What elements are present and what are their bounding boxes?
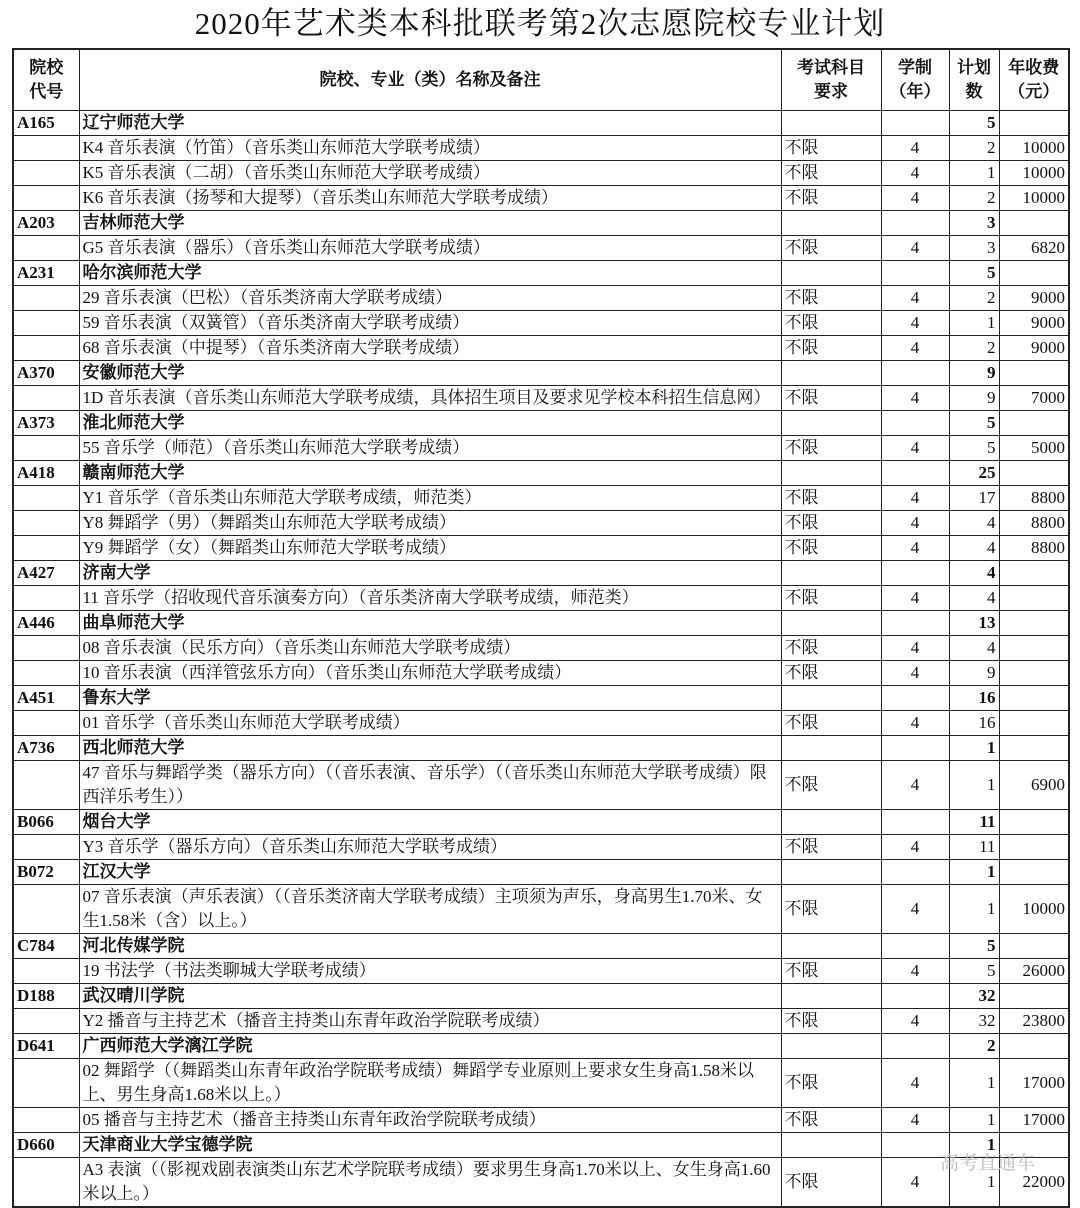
cell-years: 4 (881, 1158, 949, 1208)
major-row (13, 711, 1069, 736)
cell-plan: 1 (949, 736, 999, 761)
cell-code: B066 (13, 810, 79, 835)
cell-name: Y2 播音与主持艺术（播音主持类山东青年政治学院联考成绩） (79, 1009, 781, 1034)
major-row (13, 835, 1069, 860)
cell-fee: 10000 (999, 186, 1069, 211)
cell-code (13, 959, 79, 984)
cell-code (13, 1108, 79, 1133)
cell-name: Y8 舞蹈学（男）（舞蹈类山东师范大学联考成绩） (79, 511, 781, 536)
major-row (13, 486, 1069, 511)
cell-years (881, 686, 949, 711)
cell-fee: 9000 (999, 286, 1069, 311)
cell-plan: 9 (949, 661, 999, 686)
cell-subject: 不限 (781, 711, 881, 736)
cell-years (881, 411, 949, 436)
header-fee: 年收费（元） (999, 49, 1069, 111)
major-row (13, 311, 1069, 336)
school-row (13, 984, 1069, 1009)
cell-fee: 10000 (999, 136, 1069, 161)
cell-subject (781, 736, 881, 761)
major-row (13, 1108, 1069, 1133)
cell-code: A418 (13, 461, 79, 486)
cell-code (13, 136, 79, 161)
cell-subject: 不限 (781, 511, 881, 536)
cell-fee: 8800 (999, 486, 1069, 511)
cell-fee (999, 1034, 1069, 1059)
cell-plan: 25 (949, 461, 999, 486)
cell-plan: 1 (949, 161, 999, 186)
header-years: 学制（年） (881, 49, 949, 111)
cell-fee: 9000 (999, 336, 1069, 361)
cell-plan: 17 (949, 486, 999, 511)
cell-fee (999, 984, 1069, 1009)
cell-name: Y9 舞蹈学（女）（舞蹈类山东师范大学联考成绩） (79, 536, 781, 561)
cell-code (13, 636, 79, 661)
cell-plan: 1 (949, 1059, 999, 1108)
major-row (13, 536, 1069, 561)
cell-name: A3 表演（（影视戏剧表演类山东艺术学院联考成绩）要求男生身高1.70米以上、女生身高1.60米以上。） (79, 1158, 781, 1208)
cell-name: 西北师范大学 (79, 736, 781, 761)
cell-years: 4 (881, 885, 949, 934)
cell-code: A231 (13, 261, 79, 286)
school-row (13, 211, 1069, 236)
cell-years: 4 (881, 511, 949, 536)
cell-name: Y3 音乐学（器乐方向）（音乐类山东师范大学联考成绩） (79, 835, 781, 860)
cell-name: 68 音乐表演（中提琴）（音乐类济南大学联考成绩） (79, 336, 781, 361)
cell-fee (999, 860, 1069, 885)
cell-name: 安徽师范大学 (79, 361, 781, 386)
cell-years: 4 (881, 661, 949, 686)
cell-subject: 不限 (781, 661, 881, 686)
cell-years: 4 (881, 161, 949, 186)
major-row (13, 661, 1069, 686)
cell-years (881, 561, 949, 586)
major-row (13, 636, 1069, 661)
cell-name: K6 音乐表演（扬琴和大提琴）（音乐类山东师范大学联考成绩） (79, 186, 781, 211)
header-code: 院校代号 (13, 49, 79, 111)
school-row (13, 736, 1069, 761)
cell-fee (999, 561, 1069, 586)
school-row (13, 860, 1069, 885)
cell-code (13, 286, 79, 311)
cell-years: 4 (881, 586, 949, 611)
cell-subject: 不限 (781, 761, 881, 810)
cell-subject: 不限 (781, 386, 881, 411)
school-row (13, 611, 1069, 636)
major-row (13, 586, 1069, 611)
cell-years (881, 1034, 949, 1059)
major-row (13, 436, 1069, 461)
cell-code (13, 511, 79, 536)
cell-years: 4 (881, 1009, 949, 1034)
cell-subject: 不限 (781, 486, 881, 511)
cell-subject (781, 411, 881, 436)
cell-fee: 17000 (999, 1059, 1069, 1108)
cell-fee: 10000 (999, 161, 1069, 186)
cell-subject (781, 934, 881, 959)
cell-subject (781, 810, 881, 835)
cell-plan: 2 (949, 186, 999, 211)
cell-subject: 不限 (781, 835, 881, 860)
cell-name: Y1 音乐学（音乐类山东师范大学联考成绩，师范类） (79, 486, 781, 511)
cell-code: A427 (13, 561, 79, 586)
cell-fee (999, 661, 1069, 686)
cell-plan: 1 (949, 860, 999, 885)
major-row (13, 236, 1069, 261)
cell-fee (999, 611, 1069, 636)
cell-code (13, 1009, 79, 1034)
cell-subject (781, 561, 881, 586)
major-row (13, 959, 1069, 984)
cell-code (13, 311, 79, 336)
cell-plan: 1 (949, 1108, 999, 1133)
cell-code: D188 (13, 984, 79, 1009)
school-row (13, 561, 1069, 586)
cell-fee (999, 586, 1069, 611)
school-row (13, 361, 1069, 386)
cell-name: 1D 音乐表演（音乐类山东师范大学联考成绩，具体招生项目及要求见学校本科招生信息网） (79, 386, 781, 411)
major-row (13, 1009, 1069, 1034)
cell-years: 4 (881, 761, 949, 810)
cell-subject: 不限 (781, 186, 881, 211)
cell-plan: 5 (949, 934, 999, 959)
cell-plan: 2 (949, 336, 999, 361)
cell-plan: 4 (949, 636, 999, 661)
table-header-row (13, 49, 1069, 111)
cell-subject (781, 686, 881, 711)
cell-name: 07 音乐表演（声乐表演）（（音乐类济南大学联考成绩）主项须为声乐，身高男生1.70米、女生1.58米（含）以上。） (79, 885, 781, 934)
cell-plan: 1 (949, 1133, 999, 1158)
cell-code (13, 386, 79, 411)
cell-plan: 1 (949, 311, 999, 336)
cell-name: 河北传媒学院 (79, 934, 781, 959)
cell-years: 4 (881, 486, 949, 511)
cell-years: 4 (881, 436, 949, 461)
cell-subject: 不限 (781, 136, 881, 161)
school-row (13, 411, 1069, 436)
cell-plan: 1 (949, 1158, 999, 1208)
cell-code: A373 (13, 411, 79, 436)
cell-name: 01 音乐学（音乐类山东师范大学联考成绩） (79, 711, 781, 736)
cell-plan: 9 (949, 361, 999, 386)
cell-code (13, 536, 79, 561)
cell-code: A451 (13, 686, 79, 711)
cell-fee: 17000 (999, 1108, 1069, 1133)
cell-plan: 16 (949, 711, 999, 736)
cell-years (881, 111, 949, 136)
cell-code (13, 761, 79, 810)
cell-subject: 不限 (781, 1009, 881, 1034)
major-row (13, 161, 1069, 186)
school-row (13, 1034, 1069, 1059)
cell-code (13, 711, 79, 736)
cell-plan: 9 (949, 386, 999, 411)
cell-fee: 10000 (999, 885, 1069, 934)
cell-fee (999, 810, 1069, 835)
cell-code (13, 236, 79, 261)
cell-years (881, 736, 949, 761)
cell-fee (999, 111, 1069, 136)
school-row (13, 111, 1069, 136)
cell-fee (999, 835, 1069, 860)
cell-years: 4 (881, 286, 949, 311)
cell-subject: 不限 (781, 636, 881, 661)
cell-years: 4 (881, 336, 949, 361)
cell-years: 4 (881, 835, 949, 860)
cell-fee: 8800 (999, 511, 1069, 536)
major-row (13, 761, 1069, 810)
cell-fee (999, 934, 1069, 959)
cell-subject: 不限 (781, 161, 881, 186)
cell-plan: 4 (949, 536, 999, 561)
cell-fee (999, 736, 1069, 761)
cell-fee (999, 361, 1069, 386)
cell-code: D660 (13, 1133, 79, 1158)
major-row (13, 286, 1069, 311)
cell-fee: 22000 (999, 1158, 1069, 1208)
cell-subject (781, 361, 881, 386)
cell-code (13, 161, 79, 186)
cell-years (881, 261, 949, 286)
cell-years (881, 984, 949, 1009)
cell-subject: 不限 (781, 236, 881, 261)
cell-years (881, 361, 949, 386)
cell-name: 江汉大学 (79, 860, 781, 885)
cell-subject (781, 860, 881, 885)
cell-fee (999, 461, 1069, 486)
cell-plan: 3 (949, 236, 999, 261)
cell-years (881, 461, 949, 486)
cell-subject: 不限 (781, 536, 881, 561)
major-row (13, 186, 1069, 211)
cell-years: 4 (881, 386, 949, 411)
school-row (13, 261, 1069, 286)
cell-plan: 32 (949, 1009, 999, 1034)
cell-plan: 1 (949, 761, 999, 810)
cell-plan: 4 (949, 586, 999, 611)
cell-subject (781, 984, 881, 1009)
cell-years: 4 (881, 1059, 949, 1108)
cell-subject: 不限 (781, 336, 881, 361)
cell-plan: 32 (949, 984, 999, 1009)
cell-subject (781, 611, 881, 636)
cell-subject (781, 461, 881, 486)
cell-name: 55 音乐学（师范）（音乐类山东师范大学联考成绩） (79, 436, 781, 461)
cell-name: 10 音乐表演（西洋管弦乐方向）（音乐类山东师范大学联考成绩） (79, 661, 781, 686)
cell-years: 4 (881, 311, 949, 336)
cell-fee (999, 411, 1069, 436)
cell-subject: 不限 (781, 586, 881, 611)
cell-name: 47 音乐与舞蹈学类（器乐方向）（（音乐表演、音乐学）（（音乐类山东师范大学联考成绩）限西洋乐考生）） (79, 761, 781, 810)
cell-fee (999, 686, 1069, 711)
school-row (13, 1133, 1069, 1158)
cell-fee: 9000 (999, 311, 1069, 336)
cell-name: 08 音乐表演（民乐方向）（音乐类山东师范大学联考成绩） (79, 636, 781, 661)
school-row (13, 810, 1069, 835)
cell-years (881, 611, 949, 636)
cell-name: 05 播音与主持艺术（播音主持类山东青年政治学院联考成绩） (79, 1108, 781, 1133)
cell-years: 4 (881, 536, 949, 561)
cell-fee: 8800 (999, 536, 1069, 561)
cell-fee (999, 711, 1069, 736)
cell-years (881, 860, 949, 885)
cell-plan: 13 (949, 611, 999, 636)
major-row (13, 1059, 1069, 1108)
cell-fee: 6900 (999, 761, 1069, 810)
cell-plan: 5 (949, 436, 999, 461)
cell-subject (781, 261, 881, 286)
cell-code (13, 1059, 79, 1108)
major-row (13, 511, 1069, 536)
cell-plan: 4 (949, 561, 999, 586)
cell-plan: 2 (949, 286, 999, 311)
cell-name: 辽宁师范大学 (79, 111, 781, 136)
page-title: 2020年艺术类本科批联考第2次志愿院校专业计划 (194, 6, 886, 41)
major-row (13, 136, 1069, 161)
cell-code (13, 586, 79, 611)
cell-years: 4 (881, 236, 949, 261)
cell-fee: 26000 (999, 959, 1069, 984)
cell-code: A736 (13, 736, 79, 761)
cell-subject: 不限 (781, 286, 881, 311)
cell-years: 4 (881, 1108, 949, 1133)
cell-years (881, 211, 949, 236)
major-row (13, 1158, 1069, 1208)
cell-code (13, 1158, 79, 1208)
cell-name: 广西师范大学漓江学院 (79, 1034, 781, 1059)
school-row (13, 461, 1069, 486)
cell-subject (781, 1133, 881, 1158)
cell-code: D641 (13, 1034, 79, 1059)
cell-fee: 7000 (999, 386, 1069, 411)
school-row (13, 686, 1069, 711)
cell-fee (999, 211, 1069, 236)
cell-subject: 不限 (781, 311, 881, 336)
cell-subject (781, 1034, 881, 1059)
cell-subject: 不限 (781, 436, 881, 461)
cell-name: K4 音乐表演（竹笛）（音乐类山东师范大学联考成绩） (79, 136, 781, 161)
major-row (13, 336, 1069, 361)
cell-plan: 11 (949, 835, 999, 860)
cell-subject: 不限 (781, 885, 881, 934)
cell-years (881, 810, 949, 835)
cell-plan: 16 (949, 686, 999, 711)
cell-years (881, 1133, 949, 1158)
cell-name: 赣南师范大学 (79, 461, 781, 486)
cell-fee (999, 636, 1069, 661)
cell-plan: 2 (949, 136, 999, 161)
cell-name: 29 音乐表演（巴松）（音乐类济南大学联考成绩） (79, 286, 781, 311)
cell-years (881, 934, 949, 959)
cell-name: 02 舞蹈学（（舞蹈类山东青年政治学院联考成绩）舞蹈学专业原则上要求女生身高1.58米以上、男生身高1.68米以上。） (79, 1059, 781, 1108)
cell-plan: 2 (949, 1034, 999, 1059)
cell-fee: 5000 (999, 436, 1069, 461)
cell-name: 天津商业大学宝德学院 (79, 1133, 781, 1158)
cell-name: 淮北师范大学 (79, 411, 781, 436)
cell-code: A203 (13, 211, 79, 236)
cell-plan: 3 (949, 211, 999, 236)
cell-years: 4 (881, 959, 949, 984)
cell-plan: 4 (949, 511, 999, 536)
cell-subject (781, 111, 881, 136)
major-row (13, 885, 1069, 934)
cell-subject (781, 211, 881, 236)
cell-code (13, 336, 79, 361)
cell-plan: 5 (949, 959, 999, 984)
school-row (13, 934, 1069, 959)
cell-name: 鲁东大学 (79, 686, 781, 711)
cell-code (13, 835, 79, 860)
cell-plan: 1 (949, 885, 999, 934)
header-name: 院校、专业（类）名称及备注 (79, 49, 781, 111)
cell-name: 哈尔滨师范大学 (79, 261, 781, 286)
cell-name: 曲阜师范大学 (79, 611, 781, 636)
cell-name: K5 音乐表演（二胡）（音乐类山东师范大学联考成绩） (79, 161, 781, 186)
cell-fee: 23800 (999, 1009, 1069, 1034)
cell-fee (999, 261, 1069, 286)
cell-plan: 5 (949, 111, 999, 136)
cell-code (13, 661, 79, 686)
cell-years: 4 (881, 636, 949, 661)
cell-code (13, 885, 79, 934)
cell-code: A446 (13, 611, 79, 636)
watermark: 高考直通车 (940, 1153, 1036, 1174)
cell-name: 59 音乐表演（双簧管）（音乐类济南大学联考成绩） (79, 311, 781, 336)
cell-name: 19 书法学（书法类聊城大学联考成绩） (79, 959, 781, 984)
cell-name: 武汉晴川学院 (79, 984, 781, 1009)
admission-plan-table (12, 48, 1070, 1208)
header-plan: 计划数 (949, 49, 999, 111)
cell-code (13, 486, 79, 511)
cell-plan: 11 (949, 810, 999, 835)
cell-name: G5 音乐表演（器乐）（音乐类山东师范大学联考成绩） (79, 236, 781, 261)
cell-code: B072 (13, 860, 79, 885)
cell-subject: 不限 (781, 959, 881, 984)
cell-code (13, 436, 79, 461)
major-row (13, 386, 1069, 411)
cell-code: A370 (13, 361, 79, 386)
header-subject: 考试科目要求 (781, 49, 881, 111)
cell-plan: 5 (949, 261, 999, 286)
cell-code (13, 186, 79, 211)
cell-subject: 不限 (781, 1108, 881, 1133)
cell-subject: 不限 (781, 1158, 881, 1208)
cell-plan: 5 (949, 411, 999, 436)
cell-code: A165 (13, 111, 79, 136)
cell-name: 济南大学 (79, 561, 781, 586)
cell-years: 4 (881, 136, 949, 161)
cell-name: 烟台大学 (79, 810, 781, 835)
cell-subject: 不限 (781, 1059, 881, 1108)
cell-code: C784 (13, 934, 79, 959)
cell-years: 4 (881, 186, 949, 211)
cell-name: 11 音乐学（招收现代音乐演奏方向）（音乐类济南大学联考成绩，师范类） (79, 586, 781, 611)
cell-fee: 6820 (999, 236, 1069, 261)
cell-name: 吉林师范大学 (79, 211, 781, 236)
cell-years: 4 (881, 711, 949, 736)
